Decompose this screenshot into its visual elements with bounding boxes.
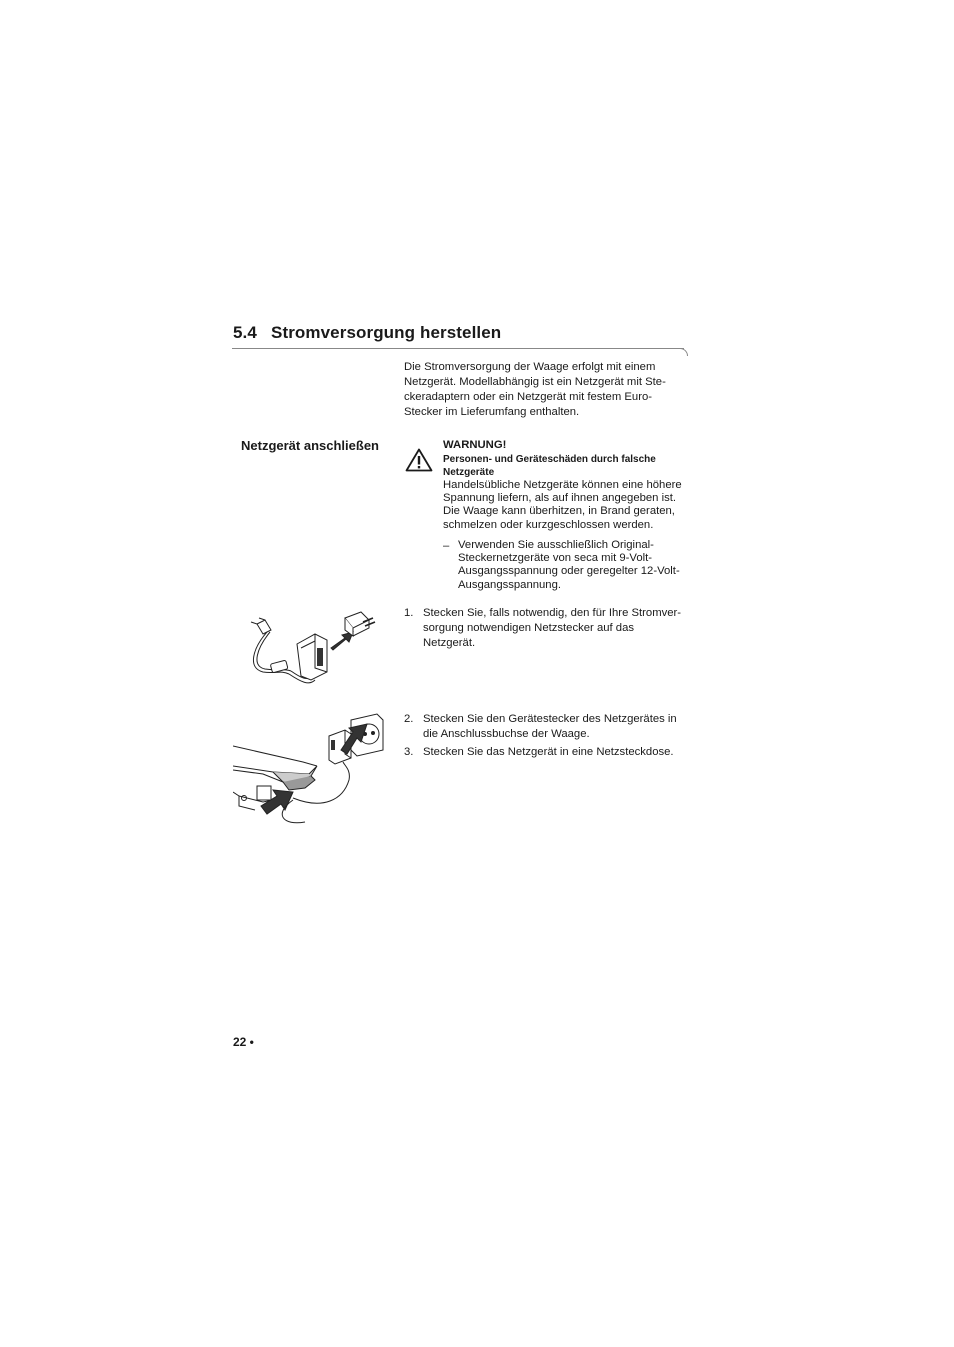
step-line: Netzgerät. [423,637,476,649]
side-label: Netzgerät anschließen [241,438,379,453]
section-number: 5.4 [233,323,257,342]
step-number: 3. [404,746,414,758]
warning-item-line: Verwenden Sie ausschließlich Original- [458,539,654,551]
step-line: Stecken Sie den Gerätestecker des Netzgerätes in [423,713,677,725]
intro-line: Die Stromversorgung der Waage erfolgt mit einem [404,361,656,373]
list-dash: – [443,540,450,552]
warning-text-line: schmelzen oder kurzgeschlossen werden. [443,518,654,531]
page-number: 22 • [233,1035,254,1049]
intro-line: Netzgerät. Modellabhängig ist ein Netzgerät mit Ste- [404,376,666,388]
heading-rule [232,348,684,349]
warning-triangle-icon [405,448,433,472]
warning-item-line: Ausgangsspannung. [458,578,562,591]
step-number: 1. [404,607,414,619]
warning-item-line: Steckernetzgeräte von seca mit 9-Volt- [458,552,653,565]
intro-line: ckeradaptern oder ein Netzgerät mit festem Euro- [404,391,653,403]
warning-item-line: Ausgangsspannung oder geregelter 12-Volt- [458,565,680,578]
warning-text-line: Die Waage kann überhitzen, in Brand geraten, [443,505,675,518]
intro-paragraph [404,360,694,420]
step-line: die Anschlussbuchse der Waage. [423,728,590,740]
warning-block [443,438,698,532]
step-line: Stecken Sie, falls notwendig, den für Ihre Stromver- [423,607,682,619]
warning-subtitle: Netzgeräte [443,467,495,478]
scale-connection-illustration [233,710,385,828]
intro-line: Stecker im Lieferumfang enthalten. [404,406,580,418]
step-1 [404,606,694,651]
power-adapter-illustration [245,608,380,700]
step-2 [404,712,694,742]
warning-title: WARNUNG! [443,439,507,451]
step-number: 2. [404,713,414,725]
step-line: Stecken Sie das Netzgerät in eine Netzsteckdose. [423,746,674,758]
heading-rule-corner [680,348,688,356]
warning-list-item [443,539,698,592]
warning-text-line: Handelsübliche Netzgeräte können eine höhere [443,479,682,491]
section-heading [233,323,501,343]
warning-subtitle: Personen- und Geräteschäden durch falsche [443,454,656,465]
warning-text-line: Spannung liefern, als auf ihnen angegeben ist. [443,492,677,505]
step-line: sorgung notwendigen Netzstecker auf das [423,622,635,634]
step-3 [404,745,694,760]
section-title: Stromversorgung herstellen [271,323,502,342]
